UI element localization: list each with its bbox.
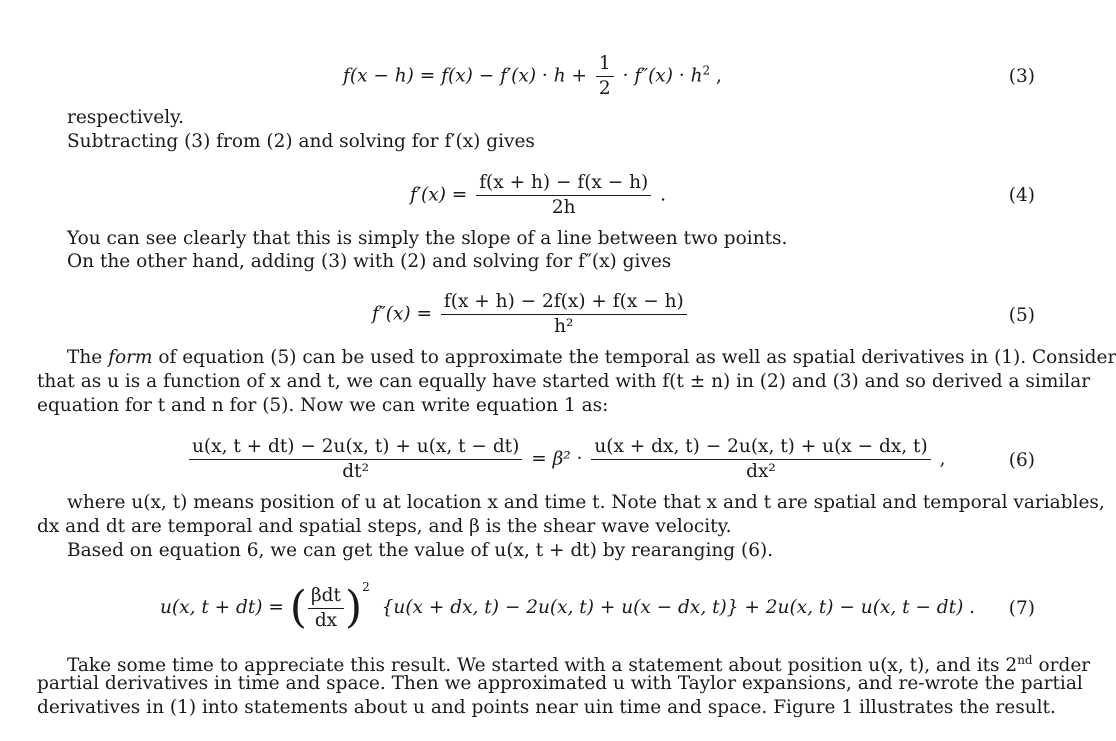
- eq6-num-left: u(x, t + dt) − 2u(x, t) + u(x, t − dt): [189, 435, 522, 460]
- eq6-mid: = β² ·: [531, 448, 583, 470]
- eq4-den: 2h: [551, 197, 576, 218]
- para3-line3: derivatives in (1) into statements about u and points near uin time and space. Figure 1 illustrates the result.: [37, 697, 1056, 718]
- eq6-right-fraction: [591, 435, 930, 484]
- eq5-den: h²: [554, 316, 574, 337]
- eq7-lhs: u(x, t + dt) =: [160, 597, 284, 618]
- para1-line2: that as u is a function of x and t, we can equally have started with f(t ± n) in (2) and (3) and so derived a similar: [37, 371, 1091, 392]
- eq7-frac-num: βdt: [308, 584, 344, 609]
- eq7-rhs: {u(x + dx, t) − 2u(x, t) + u(x − dx, t)} + 2u(x, t) − u(x, t − dt) .: [381, 597, 976, 618]
- eq4-end: .: [660, 184, 667, 206]
- eq3-rhs-exp: 2: [702, 63, 711, 78]
- eq3-rhs: · f″(x) · h: [622, 65, 703, 87]
- equation-4-number: (4): [1008, 185, 1035, 206]
- para2-line3: Based on equation 6, we can get the value of u(x, t + dt) by rearanging (6).: [67, 540, 774, 561]
- para3-ordinal-sup: nd: [1017, 653, 1033, 667]
- para2-line1: where u(x, t) means position of u at location x and time t. Note that x and t are spatial and temporal variables,: [67, 492, 1105, 513]
- eq6-den-right: dx²: [746, 461, 776, 482]
- eq7-exp: 2: [362, 580, 370, 594]
- para1-line1: [67, 346, 1116, 370]
- eq3-fraction: [596, 52, 614, 101]
- para1-form-word: form: [108, 347, 153, 368]
- eq4-num: f(x + h) − f(x − h): [476, 171, 651, 196]
- eq3-frac-den: 2: [598, 78, 611, 99]
- equation-6-number: (6): [1008, 450, 1035, 471]
- eq6-left-fraction: [189, 435, 522, 484]
- eq7-fraction: [308, 584, 344, 633]
- text-subtracting: Subtracting (3) from (2) and solving for f′(x) gives: [67, 131, 535, 152]
- eq5-num: f(x + h) − 2f(x) + f(x − h): [441, 290, 687, 315]
- eq4-fraction: [476, 171, 651, 220]
- eq3-frac-num: 1: [596, 52, 614, 77]
- equation-5: [372, 290, 690, 339]
- eq7-left-paren: (: [289, 582, 307, 633]
- equation-6: [186, 435, 945, 484]
- para3-line1-b: order: [1032, 655, 1091, 677]
- eq7-frac-den: dx: [314, 609, 338, 631]
- para1-line3: equation for t and n for (5). Now we can write equation 1 as:: [37, 395, 609, 416]
- text-adding: On the other hand, adding (3) with (2) and solving for f″(x) gives: [67, 251, 672, 272]
- eq6-num-right: u(x + dx, t) − 2u(x, t) + u(x − dx, t): [591, 435, 930, 460]
- eq6-den-left: dt²: [342, 461, 369, 482]
- equation-3: [343, 52, 722, 101]
- eq6-end: ,: [939, 448, 946, 470]
- para3-line1-a: Take some time to appreciate this result. We started with a statement about position u(x, t), and its 2: [67, 655, 1018, 677]
- para2-line2: dx and dt are temporal and spatial steps, and β is the shear wave velocity.: [37, 516, 732, 537]
- para3-line2: partial derivatives in time and space. Then we approximated u with Taylor expansions, and re-wrote the partial: [37, 673, 1083, 694]
- text-respectively: respectively.: [67, 107, 184, 128]
- text-slope: You can see clearly that this is simply the slope of a line between two points.: [67, 228, 788, 249]
- equation-5-number: (5): [1008, 305, 1035, 326]
- equation-7: [160, 580, 975, 633]
- eq5-lhs: f″(x) =: [372, 303, 433, 325]
- equation-7-number: (7): [1008, 598, 1035, 619]
- para1-line1-b: of equation (5) can be used to approximate the temporal as well as spatial derivatives in (1). Consider: [152, 347, 1116, 368]
- eq3-lhs: f(x − h) = f(x) − f′(x) · h +: [343, 65, 587, 87]
- eq3-end: ,: [716, 65, 722, 87]
- eq7-right-paren: ): [344, 582, 363, 633]
- eq4-lhs: f′(x) =: [410, 184, 468, 206]
- equation-4: [410, 171, 666, 220]
- para1-line1-a: The: [67, 347, 109, 368]
- equation-3-number: (3): [1008, 66, 1035, 87]
- eq5-fraction: [441, 290, 687, 339]
